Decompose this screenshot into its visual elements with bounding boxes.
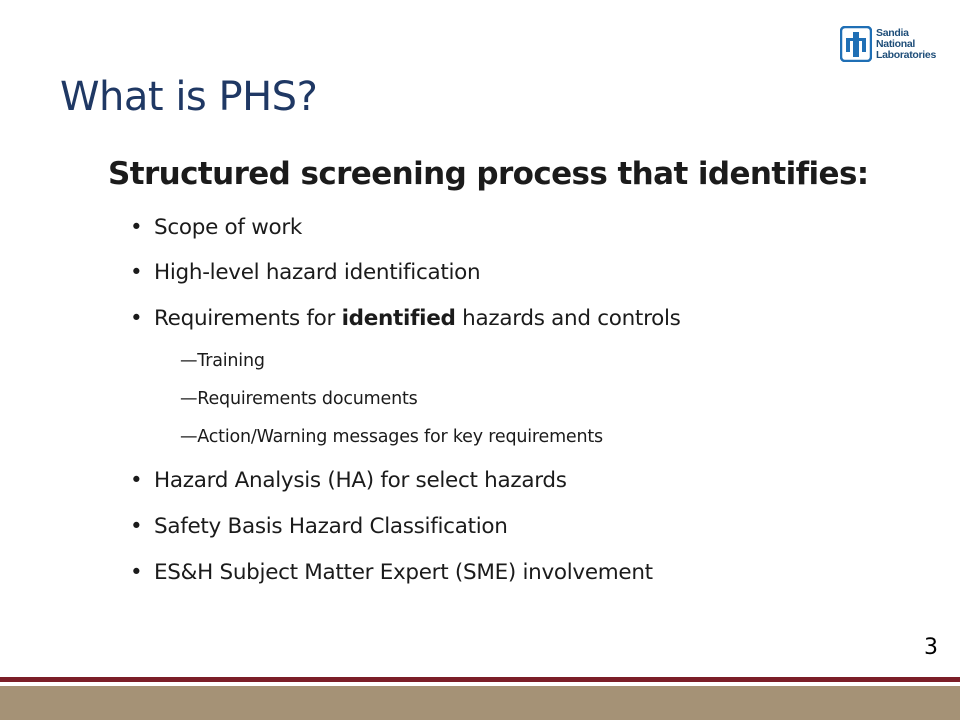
- sandia-thunderbird-icon: [840, 26, 872, 62]
- bullet-text: ES&H Subject Matter Expert (SME) involvement: [154, 560, 653, 585]
- sub-bullet-item: —Training: [180, 351, 265, 371]
- footer-band: [0, 686, 960, 720]
- bullet-item: [130, 215, 302, 240]
- logo-line-3: Laboratories: [876, 48, 936, 61]
- bullet-dot: •: [130, 215, 143, 240]
- slide-title: What is PHS?: [60, 74, 318, 120]
- page-number: 3: [924, 635, 938, 660]
- bullet-text-suffix: hazards and controls: [455, 306, 681, 331]
- bullet-dot: •: [130, 514, 143, 539]
- slide-subtitle: Structured screening process that identifies:: [108, 156, 869, 192]
- logo-wordmark: [876, 28, 936, 61]
- bullet-item: [130, 306, 681, 331]
- bullet-text: High-level hazard identification: [154, 260, 481, 285]
- bullet-text: Safety Basis Hazard Classification: [154, 514, 508, 539]
- bullet-dot: •: [130, 306, 143, 331]
- bullet-text-emphasis: identified: [341, 306, 456, 331]
- logo-line-2: National: [876, 37, 916, 50]
- bullet-dot: •: [130, 560, 143, 585]
- bullet-item: [130, 260, 480, 285]
- bullet-dot: •: [130, 260, 143, 285]
- bullet-text-prefix: Requirements for: [154, 306, 342, 331]
- sandia-logo: [840, 20, 940, 68]
- bullet-item: [130, 514, 508, 539]
- bullet-item: [130, 560, 653, 585]
- bullet-text: Hazard Analysis (HA) for select hazards: [154, 468, 567, 493]
- bullet-text: Scope of work: [154, 215, 303, 240]
- bullet-item: [130, 468, 567, 493]
- sub-bullet-item: —Requirements documents: [180, 389, 418, 409]
- logo-line-1: Sandia: [876, 26, 909, 39]
- bullet-dot: •: [130, 468, 143, 493]
- sub-bullet-item: —Action/Warning messages for key requirements: [180, 427, 603, 447]
